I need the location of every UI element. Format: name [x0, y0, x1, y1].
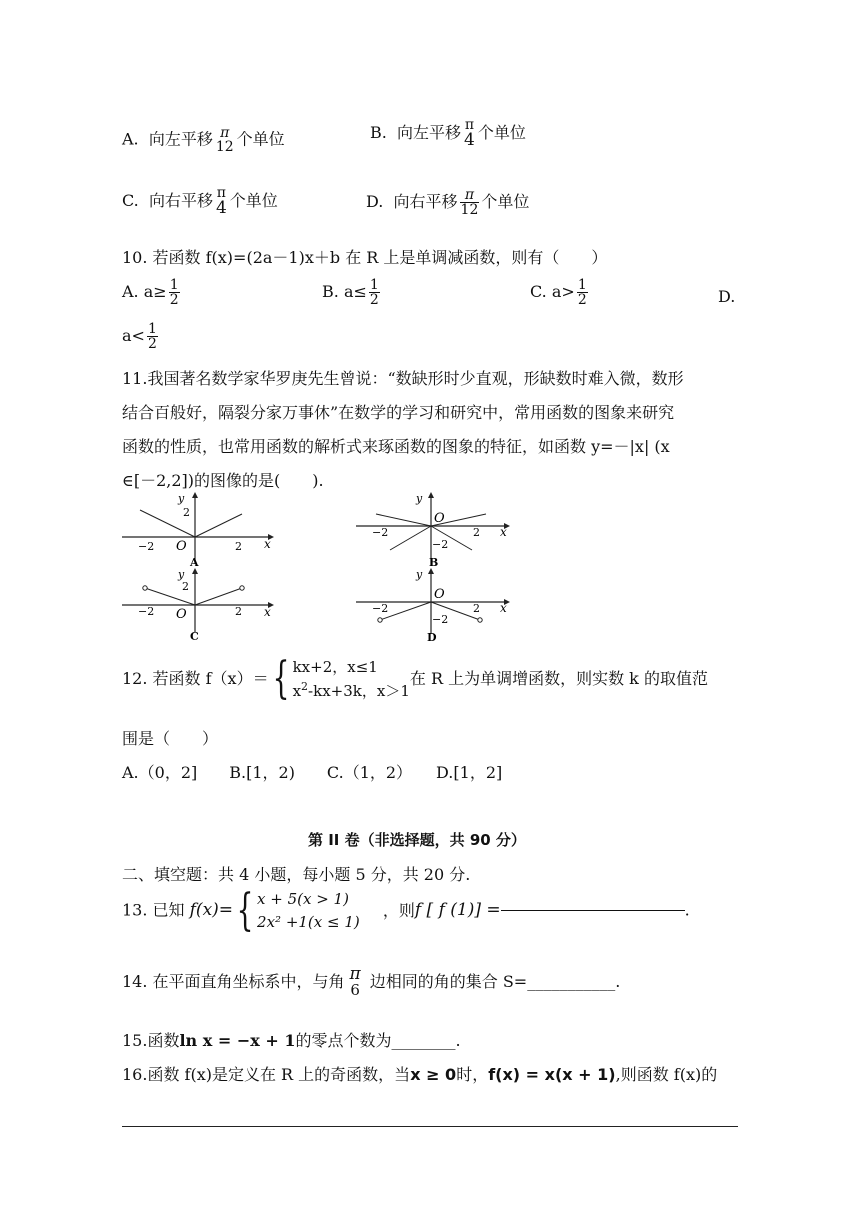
q12-stem: 12. 若函数 f（x）＝{ kx+2，x≤1 $x^2-kx+3k$，x＞1 在 R 上为单调增函数，则实数 k 的取值范 — [122, 653, 708, 704]
q11-line-3: 函数的性质，也常用函数的解析式来琢函数的图象的特征，如函数 y=－|x| (x — [122, 437, 670, 456]
half-fraction: $\frac{1}{2}$ — [369, 277, 379, 308]
section-intro: 二、填空题：共 4 小题，每小题 5 分，共 20 分. — [122, 865, 471, 884]
q10-option-d: a< $\frac{1}{2}$ — [122, 321, 157, 352]
q10-stem: 10. 若函数 f(x)=(2a－1)x＋b 在 R 上是单调减函数，则有（ ） — [122, 248, 608, 267]
q12-line-2: 围是（ ） — [122, 729, 219, 748]
option-text: 向右平移 — [148, 191, 213, 210]
graph-label: B — [429, 556, 439, 568]
left-brace: { — [236, 884, 254, 936]
origin-label: O — [434, 511, 445, 526]
tick-label: −2 — [432, 538, 449, 551]
graph-a — [118, 492, 278, 568]
graph-d — [352, 568, 522, 644]
option-label: B. — [370, 123, 387, 142]
x-axis-label: x — [264, 537, 271, 551]
tick-label: 2 — [473, 602, 480, 615]
tick-label: 2 — [235, 540, 242, 553]
left-brace: { — [272, 653, 289, 704]
q11-line-2: 结合百般好，隔裂分家万事休”在数学的学习和研究中，常用函数的图象来研究 — [122, 403, 675, 422]
q10-option-a: A. a≥ $\frac{1}{2}$ — [122, 277, 179, 308]
option-text: 个单位 — [477, 123, 526, 142]
q9-option-c — [122, 186, 278, 217]
x-axis-label: x — [500, 525, 507, 539]
option-text: 向右平移 — [393, 192, 458, 211]
pi-fraction: $\frac{\pi}{12}$ — [460, 187, 479, 218]
graph-b — [352, 492, 522, 568]
option-text: 个单位 — [481, 192, 530, 211]
option-text: 个单位 — [229, 191, 278, 210]
origin-label: O — [176, 539, 187, 554]
q10-option-b: B. a≤ $\frac{1}{2}$ — [322, 277, 379, 308]
option-label: C. — [122, 191, 139, 210]
pi-fraction: π 6 — [349, 964, 361, 999]
half-fraction: $\frac{1}{2}$ — [169, 277, 179, 308]
tick-label: −2 — [138, 605, 155, 618]
q15-stem: 15.函数ln x = −x + 1的零点个数为________. — [122, 1031, 461, 1050]
q10-option-d-label: D. — [718, 287, 736, 306]
tick-label: 2 — [182, 580, 189, 593]
section-title: 第 II 卷（非选择题，共 90 分） — [308, 831, 526, 849]
graph-label: A — [190, 556, 199, 568]
x-axis-label: x — [264, 605, 271, 619]
tick-label: −2 — [372, 526, 389, 539]
half-fraction: $\frac{1}{2}$ — [577, 277, 587, 308]
tick-label: −2 — [432, 613, 449, 626]
tick-label: −2 — [138, 540, 155, 553]
q16-stem: 16.函数 f(x)是定义在 R 上的奇函数，当x ≥ 0时，f(x) = x(x + 1),则函数 f(x)的 — [122, 1065, 718, 1084]
q12-options: A.（0，2] B.[1，2) C.（1，2） D.[1，2] — [122, 763, 503, 782]
q14-stem: 14. 在平面直角坐标系中，与角 π 6 边相同的角的集合 S=___________. — [122, 964, 621, 999]
option-text: 向左平移 — [148, 129, 213, 149]
y-axis-label: y — [178, 568, 185, 581]
tick-label: 2 — [183, 506, 190, 519]
graph-c — [118, 568, 278, 644]
answer-blank[interactable] — [501, 910, 685, 911]
tick-label: −2 — [372, 602, 389, 615]
tick-label: 2 — [235, 605, 242, 618]
footer-rule — [122, 1126, 738, 1127]
x-axis-label: x — [500, 601, 507, 615]
q9-option-a — [122, 126, 285, 154]
q9-option-b — [370, 118, 526, 149]
origin-label: O — [434, 587, 445, 602]
option-label: A. — [122, 129, 139, 149]
piecewise-cases: x + 5(x > 1) 2x² +1(x ≤ 1) — [257, 890, 360, 931]
graph-label: D — [427, 631, 437, 644]
pi-fraction: π 4 — [464, 117, 475, 150]
q13-stem: 13. 已知 f(x)={ x + 5(x > 1) 2x² +1(x ≤ 1) ，则f [ f (1)] = . — [122, 884, 690, 936]
y-axis-label: y — [416, 568, 423, 581]
y-axis-label: y — [416, 492, 423, 505]
q11-line-4: ∈[－2,2])的图像的是( ). — [122, 471, 324, 490]
graph-label: C — [190, 630, 199, 643]
q11-line-1: 11.我国著名数学家华罗庚先生曾说：“数缺形时少直观，形缺数时难入微，数形 — [122, 369, 684, 388]
y-axis-label: y — [178, 492, 185, 505]
option-label: D. — [366, 192, 384, 211]
option-text: 向左平移 — [397, 123, 462, 142]
option-text: 个单位 — [236, 129, 285, 149]
q9-option-d — [366, 188, 529, 217]
origin-label: O — [176, 607, 187, 622]
pi-fraction: π 12 — [215, 125, 234, 155]
q10-option-c: C. a> $\frac{1}{2}$ — [530, 277, 587, 308]
tick-label: 2 — [473, 526, 480, 539]
half-fraction: $\frac{1}{2}$ — [147, 321, 157, 352]
piecewise-cases: kx+2，x≤1 $x^2-kx+3k$，x＞1 — [292, 658, 410, 700]
pi-fraction: π 4 — [215, 185, 227, 218]
